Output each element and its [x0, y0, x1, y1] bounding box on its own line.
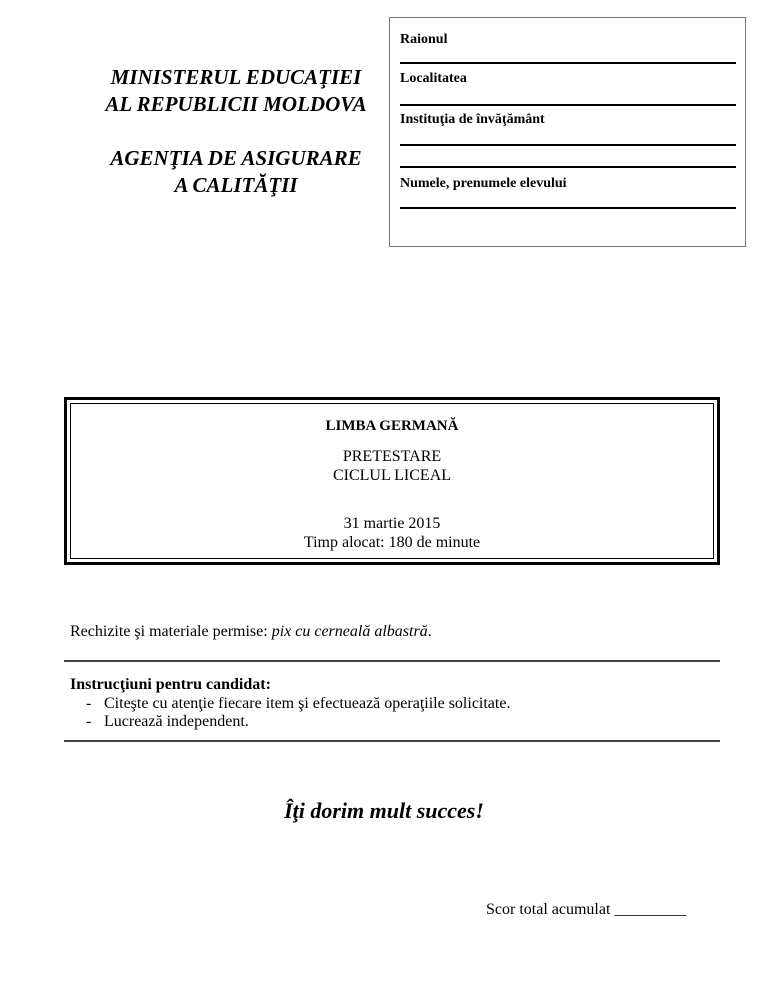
locality-field[interactable] — [400, 104, 736, 106]
instructions-title: Instrucţiuni pentru candidat: — [70, 676, 271, 693]
student-name-field[interactable] — [400, 207, 736, 209]
exam-subject: LIMBA GERMANĂ — [325, 418, 459, 434]
requisites-end: . — [427, 623, 432, 640]
ministry-line-2: AL REPUBLICII MOLDOVA — [105, 92, 367, 116]
exam-type: PRETESTARE — [342, 448, 442, 465]
requisites-text — [70, 623, 432, 641]
exam-info-box — [64, 397, 720, 565]
instruction-item: - Lucrează independent. — [86, 713, 249, 730]
institution-field-2[interactable] — [400, 166, 736, 168]
district-label: Raionul — [400, 32, 448, 47]
requisites-label: Rechizite şi materiale permise: — [70, 623, 272, 640]
instruction-item-text: Lucrează independent. — [104, 713, 249, 730]
institution-field-1[interactable] — [400, 144, 736, 146]
exam-time: Timp alocat: 180 de minute — [303, 534, 481, 551]
agency-title — [82, 145, 390, 199]
total-score-field[interactable]: Scor total acumulat _________ — [486, 901, 687, 918]
instruction-item-text: Citeşte cu atenţie fiecare item şi efectuează operaţiile solicitate. — [104, 695, 511, 712]
good-luck-message: Îţi dorim mult succes! — [284, 798, 484, 823]
divider-top — [64, 660, 720, 662]
student-identification-box — [389, 17, 746, 247]
instruction-item: - Citeşte cu atenţie fiecare item şi efectuează operaţiile solicitate. — [86, 695, 511, 712]
divider-bottom — [64, 740, 720, 742]
exam-date: 31 martie 2015 — [343, 515, 441, 532]
locality-label: Localitatea — [400, 71, 467, 86]
district-field[interactable] — [400, 62, 736, 64]
agency-line-1: AGENŢIA DE ASIGURARE — [110, 146, 362, 170]
exam-cycle: CICLUL LICEAL — [332, 467, 452, 484]
institution-label: Instituţia de învăţământ — [400, 112, 545, 127]
agency-line-2: A CALITĂŢII — [174, 173, 298, 197]
ministry-line-1: MINISTERUL EDUCAŢIEI — [110, 65, 362, 89]
requisites-value: pix cu cerneală albastră — [271, 623, 428, 640]
student-name-label: Numele, prenumele elevului — [400, 176, 567, 191]
ministry-title — [82, 64, 390, 118]
